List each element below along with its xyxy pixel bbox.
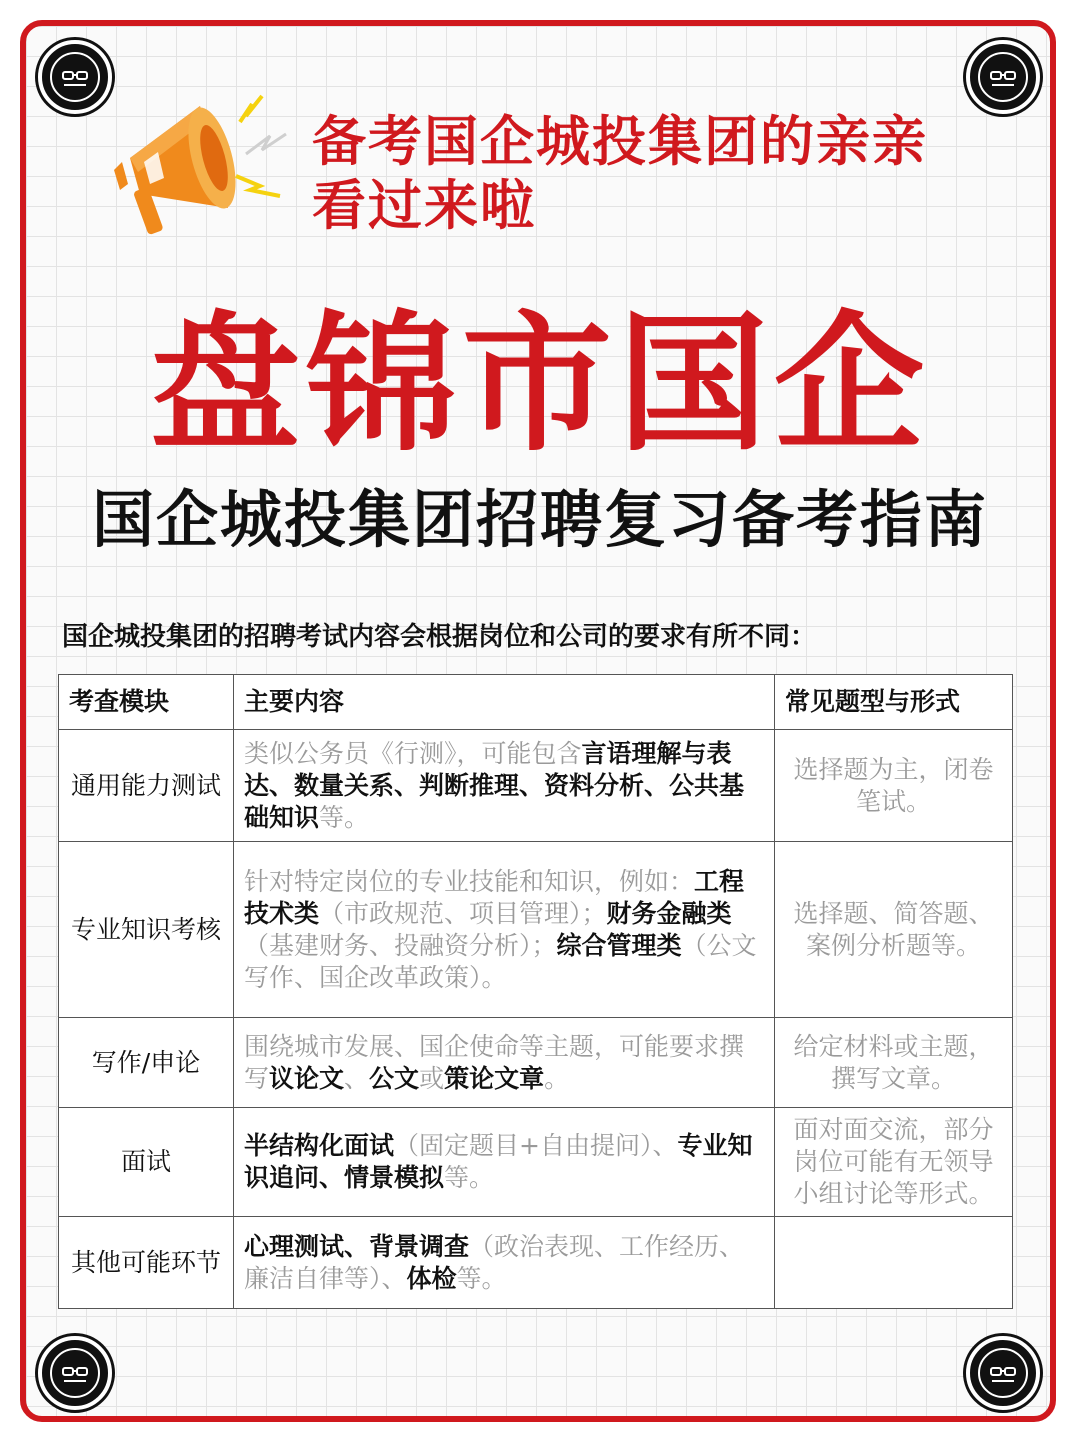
content-text: 等。 xyxy=(444,1163,495,1192)
megaphone-icon xyxy=(100,92,290,256)
exam-guide-table xyxy=(58,674,1013,1309)
module-cell: 其他可能环节 xyxy=(59,1217,234,1309)
content-cell xyxy=(234,730,775,842)
content-text: 等。 xyxy=(456,1263,507,1293)
content-text: 针对特定岗位的专业技能和知识，例如： xyxy=(244,866,695,896)
content-highlight: 言语理解与表达、数量关系、判断推理、资料分析、公共基础知识 xyxy=(244,738,745,832)
content-cell xyxy=(234,1217,775,1309)
content-highlight: 公文 xyxy=(369,1063,420,1093)
table-header-cell: 常见题型与形式 xyxy=(775,675,1013,730)
corner-badge-icon xyxy=(966,40,1040,114)
headline xyxy=(312,110,952,238)
content-cell xyxy=(234,842,775,1018)
format-cell xyxy=(775,1217,1013,1309)
module-cell: 专业知识考核 xyxy=(59,842,234,1018)
content-highlight: 财务金融类 xyxy=(606,898,732,928)
table-row xyxy=(59,730,1013,842)
content-text: （固定题目+自由提问）、 xyxy=(394,1131,678,1160)
table-row xyxy=(59,1217,1013,1309)
content-text: 。 xyxy=(544,1063,570,1093)
content-highlight: 议论文 xyxy=(269,1063,345,1093)
content-highlight: 心理测试、背景调查 xyxy=(244,1231,470,1261)
table-row xyxy=(59,842,1013,1018)
format-cell: 面对面交流，部分岗位可能有无领导小组讨论等形式。 xyxy=(775,1108,1013,1217)
content-text: 、 xyxy=(344,1063,370,1093)
content-highlight: 专业知识追问、情景模拟 xyxy=(244,1131,753,1192)
page-subtitle: 国企城投集团招聘复习备考指南 xyxy=(91,483,988,556)
table-header-row xyxy=(59,675,1013,730)
content-cell xyxy=(234,1018,775,1108)
table-row xyxy=(59,1108,1013,1217)
content-text: （市政规范、项目管理）； xyxy=(319,898,607,928)
content-text: （基建财务、投融资分析）； xyxy=(244,930,557,960)
headline-line-2: 看过来啦 xyxy=(312,174,536,237)
format-cell: 选择题为主，闭卷笔试。 xyxy=(775,730,1013,842)
module-cell: 写作/申论 xyxy=(59,1018,234,1108)
format-cell: 选择题、简答题、案例分析题等。 xyxy=(775,842,1013,1018)
content-highlight: 策论文章 xyxy=(444,1063,545,1093)
module-cell: 通用能力测试 xyxy=(59,730,234,842)
module-cell: 面试 xyxy=(59,1108,234,1217)
content-text: 围绕城市发展、国企使命等主题，可能要求撰写 xyxy=(244,1031,745,1093)
headline-line-1: 备考国企城投集团的亲亲 xyxy=(312,110,928,173)
corner-badge-icon xyxy=(966,1336,1040,1410)
table-header-cell: 主要内容 xyxy=(234,675,775,730)
content-text: （公文写作、国企改革政策）。 xyxy=(244,930,757,992)
table-row xyxy=(59,1018,1013,1108)
page-title: 盘锦市国企 xyxy=(149,298,930,472)
content-cell xyxy=(234,1108,775,1217)
content-highlight: 综合管理类 xyxy=(556,930,682,960)
corner-badge-icon xyxy=(38,1336,112,1410)
content-text: 或 xyxy=(419,1063,445,1093)
content-highlight: 半结构化面试 xyxy=(244,1131,395,1160)
content-highlight: 工程技术类 xyxy=(244,866,745,928)
content-text: 等。 xyxy=(319,802,370,832)
format-cell: 给定材料或主题，撰写文章。 xyxy=(775,1018,1013,1108)
table-header-cell: 考查模块 xyxy=(59,675,234,730)
content-highlight: 体检 xyxy=(406,1263,457,1293)
intro-text: 国企城投集团的招聘考试内容会根据岗位和公司的要求有所不同： xyxy=(62,622,817,652)
content-text: （政治表现、工作经历、廉洁自律等）、 xyxy=(244,1231,745,1293)
content-text: 类似公务员《行测》，可能包含 xyxy=(244,738,582,768)
